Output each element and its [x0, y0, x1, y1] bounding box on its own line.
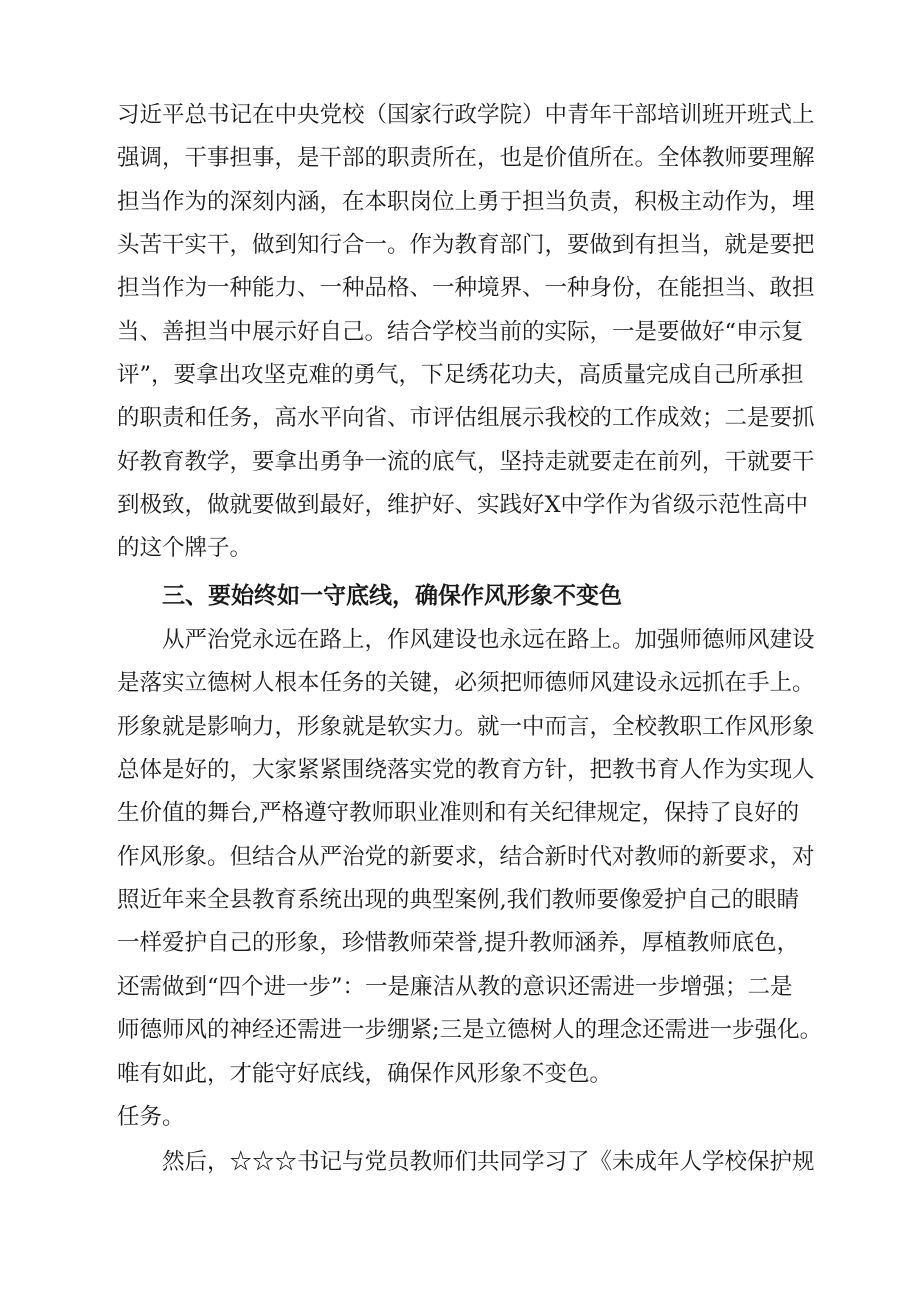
text-line: 习近平总书记在中央党校（国家行政学院）中青年干部培训班开班式上	[117, 102, 815, 128]
text-line: 强调，干事担事，是干部的职责所在，也是价值所在。全体教师要理解	[117, 145, 815, 171]
section-heading: 三、要始终如一守底线，确保作风形象不变色	[162, 583, 622, 609]
text-line: 当、善担当中展示好自己。结合学校当前的实际，一是要做好“申示复	[117, 319, 804, 345]
text-line: 的职责和任务，高水平向省、市评估组展示我校的工作成效；二是要抓	[117, 405, 815, 431]
text-line: 担当作为一种能力、一种品格、一种境界、一种身份，在能担当、敢担	[117, 275, 815, 301]
text-line: 师德师风的神经还需进一步绷紧;三是立德树人的理念还需进一步强化。	[117, 1017, 823, 1043]
text-line: 从严治党永远在路上，作风建设也永远在路上。加强师德师风建设	[162, 627, 815, 653]
text-line: 唯有如此，才能守好底线，确保作风形象不变色。	[117, 1061, 613, 1087]
text-line: 担当作为的深刻内涵，在本职岗位上勇于担当负责，积极主动作为，埋	[117, 189, 815, 215]
text-line: 作风形象。但结合从严治党的新要求，结合新时代对教师的新要求，对	[117, 844, 815, 870]
text-line: 形象就是影响力，形象就是软实力。就一中而言，全校教职工作风形象	[117, 714, 815, 740]
text-line: 是落实立德树人根本任务的关键，必须把师德师风建设永远抓在手上。	[117, 670, 815, 696]
text-line: 的这个牌子。	[117, 535, 253, 561]
text-line: 一样爱护自己的形象，珍惜教师荣誉,提升教师涵养，厚植教师底色，	[117, 930, 800, 956]
text-line: 生价值的舞台,严格遵守教师职业准则和有关纪律规定，保持了良好的	[117, 800, 800, 826]
text-line: 任务。	[117, 1104, 185, 1130]
text-line: 到极致，做就要做到最好，维护好、实践好X中学作为省级示范性高中	[117, 492, 809, 518]
text-line: 然后，☆☆☆书记与党员教师们共同学习了《未成年人学校保护规	[162, 1149, 815, 1175]
text-line: 头苦干实干，做到知行合一。作为教育部门，要做到有担当，就是要把	[117, 232, 815, 258]
text-line: 还需做到“四个进一步”：一是廉洁从教的意识还需进一步增强；二是	[117, 974, 793, 1000]
text-line: 总体是好的，大家紧紧围绕落实党的教育方针，把教书育人作为实现人	[117, 757, 815, 783]
text-line: 好教育教学，要拿出勇争一流的底气，坚持走就要走在前列，干就要干	[117, 449, 815, 475]
text-line: 照近年来全县教育系统出现的典型案例,我们教师要像爱护自己的眼睛	[117, 887, 800, 913]
text-line: 评”，要拿出攻坚克难的勇气，下足绣花功夫，高质量完成自己所承担	[117, 362, 804, 388]
